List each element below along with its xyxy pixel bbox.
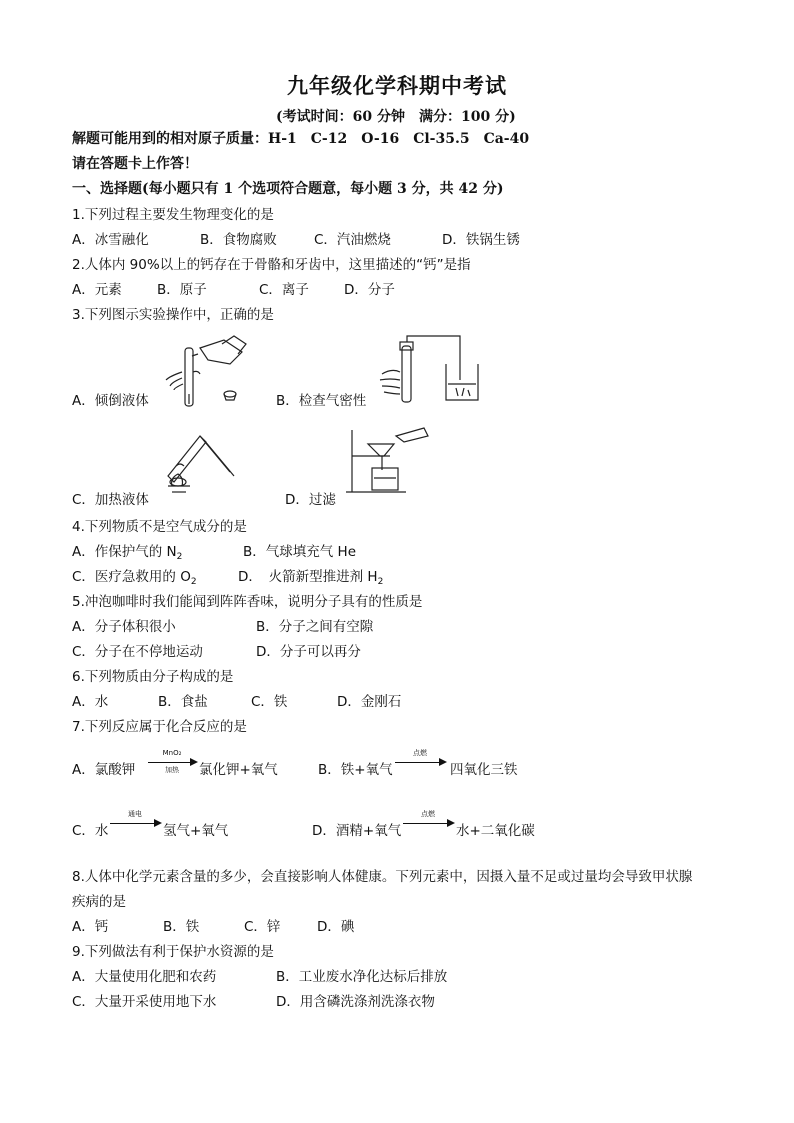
q3-option-a: A．倾倒液体 — [72, 393, 149, 409]
q5-option-d: D．分子可以再分 — [256, 644, 361, 660]
q7-option-b-product: 四氧化三铁 — [450, 762, 518, 778]
q3-option-b: B．检查气密性 — [276, 393, 367, 409]
pouring-liquid-figure — [160, 334, 260, 410]
q8-option-c: C．锌 — [244, 919, 281, 935]
q6-stem: 6.下列物质由分子构成的是 — [72, 669, 234, 685]
q7-option-a-product: 氯化钾+氧气 — [199, 762, 278, 778]
q8-option-d: D．碘 — [317, 919, 355, 935]
q3-option-c: C．加热液体 — [72, 492, 149, 508]
q7-option-b-arrow: 点燃 — [395, 752, 445, 774]
q7-option-d-arrow: 点燃 — [403, 813, 453, 835]
section-heading: 一、选择题(每小题只有 1 个选项符合题意，每小题 3 分，共 42 分) — [72, 181, 504, 197]
q1-option-d: D．铁锅生锈 — [442, 232, 520, 248]
q8-option-b: B．铁 — [163, 919, 200, 935]
filtration-figure — [346, 426, 436, 496]
q6-option-c: C．铁 — [251, 694, 288, 710]
q9-option-b: B．工业废水净化达标后排放 — [276, 969, 448, 985]
q7-option-c-reactant: C．水 — [72, 823, 109, 839]
q2-option-b: B．原子 — [157, 282, 207, 298]
atomic-masses: 解题可能用到的相对原子质量：H-1 C-12 O-16 Cl-35.5 Ca-40 — [72, 131, 530, 147]
exam-subtitle: (考试时间：60 分钟 满分：100 分) — [276, 109, 516, 125]
q2-stem: 2.人体内 90%以上的钙存在于骨骼和牙齿中，这里描述的“钙”是指 — [72, 257, 471, 273]
q5-stem: 5.冲泡咖啡时我们能闻到阵阵香味，说明分子具有的性质是 — [72, 594, 423, 610]
q7-stem: 7.下列反应属于化合反应的是 — [72, 719, 247, 735]
q7-option-a-reactant: A．氯酸钾 — [72, 762, 136, 778]
q6-option-b: B．食盐 — [158, 694, 208, 710]
q1-stem: 1.下列过程主要发生物理变化的是 — [72, 207, 274, 223]
q3-option-d: D．过滤 — [285, 492, 336, 508]
q1-option-b: B．食物腐败 — [200, 232, 277, 248]
q9-option-a: A．大量使用化肥和农药 — [72, 969, 217, 985]
q8-stem-line2: 疾病的是 — [72, 894, 126, 910]
q6-option-d: D．金刚石 — [337, 694, 402, 710]
airtightness-figure — [362, 334, 492, 406]
q7-option-c-product: 氢气+氧气 — [163, 823, 229, 839]
q4-option-b: B．气球填充气 He — [243, 544, 357, 560]
q4-option-d: D． 火箭新型推进剂 $H_2$ — [238, 569, 384, 587]
q4-option-c: C．医疗急救用的 $O_2$ — [72, 569, 197, 587]
instruction: 请在答题卡上作答！ — [72, 156, 198, 172]
q2-option-c: C．离子 — [259, 282, 309, 298]
q5-option-a: A．分子体积很小 — [72, 619, 176, 635]
q2-option-d: D．分子 — [344, 282, 395, 298]
q6-option-a: A．水 — [72, 694, 109, 710]
q7-option-c-arrow: 通电 — [110, 813, 160, 835]
q8-stem-line1: 8.人体中化学元素含量的多少，会直接影响人体健康。下列元素中，因摄入量不足或过量均会导致甲状腺 — [72, 869, 693, 885]
q9-option-c: C．大量开采使用地下水 — [72, 994, 217, 1010]
q9-option-d: D．用含磷洗涤剂洗涤衣物 — [276, 994, 435, 1010]
q1-option-a: A．冰雪融化 — [72, 232, 149, 248]
q5-option-b: B．分子之间有空隙 — [256, 619, 374, 635]
q7-option-d-reactant: D．酒精+氧气 — [312, 823, 402, 839]
q1-option-c: C．汽油燃烧 — [314, 232, 391, 248]
q7-option-b-reactant: B．铁+氧气 — [318, 762, 393, 778]
q5-option-c: C．分子在不停地运动 — [72, 644, 203, 660]
q3-stem: 3.下列图示实验操作中，正确的是 — [72, 307, 274, 323]
q7-option-a-arrow: MnO₂ 加热 — [148, 752, 196, 774]
q4-stem: 4.下列物质不是空气成分的是 — [72, 519, 247, 535]
q9-stem: 9.下列做法有利于保护水资源的是 — [72, 944, 274, 960]
heating-liquid-figure — [160, 420, 240, 496]
q2-option-a: A．元素 — [72, 282, 122, 298]
exam-title: 九年级化学科期中考试 — [287, 73, 507, 98]
q8-option-a: A．钙 — [72, 919, 109, 935]
q7-option-d-product: 水+二氧化碳 — [456, 823, 535, 839]
q4-option-a: A．作保护气的 $N_2$ — [72, 544, 183, 562]
